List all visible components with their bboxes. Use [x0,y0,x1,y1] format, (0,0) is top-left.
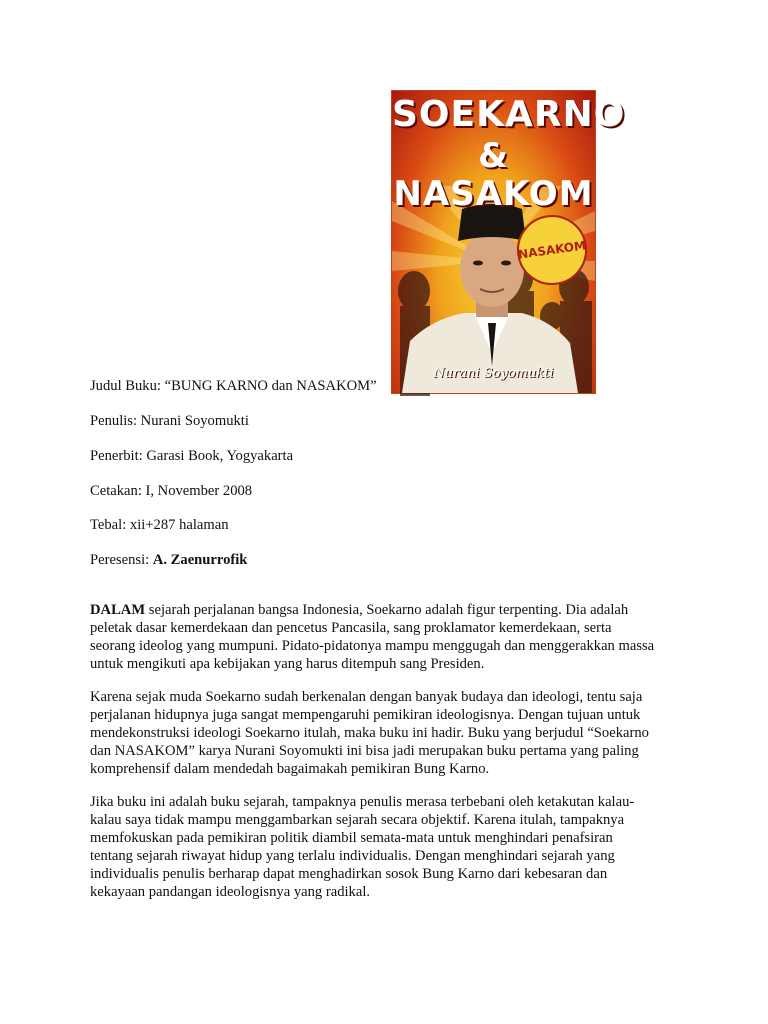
book-cover-image [391,90,626,394]
meta-peresensi [90,551,247,569]
meta-penerbit: Penerbit: Garasi Book, Yogyakarta [90,448,294,464]
paragraph-2 [90,688,680,778]
meta-penulis: Penulis: Nurani Soyomukti [90,413,249,429]
portrait-face [460,231,524,307]
paragraph-1 [90,601,680,673]
paragraph-line: memfokuskan pada pemikiran politik diambil semata-mata untuk menghindari penafsiran [90,830,613,846]
meta-judul: Judul Buku: “BUNG KARNO dan NASAKOM” [90,378,377,394]
cover-title-line1: SOEKARNO [392,94,626,135]
paragraph-line: tentang sejarah riwayat hidup yang terlalu individualis. Dengan menghindari sejarah yang [90,848,615,864]
paragraph-line: individualis penulis berharap dapat menghadirkan sosok Bung Karno dari kebesaran dan [90,866,608,882]
paragraph-lead-word: DALAM [90,602,146,618]
paragraph-line: kalau saya tidak mampu menggambarkan sejarah secara objektif. Karena itulah, tampaknya [90,812,625,828]
paragraph-line: seorang ideolog yang mumpuni. Pidato-pidatonya mampu menggugah dan menggerakkan massa [90,638,655,654]
paragraph-line: perjalanan hidupnya juga sangat mempengaruhi pemikiran ideologisnya. Dengan tujuan untuk [90,707,641,723]
paragraph-line: dan NASAKOM” karya Nurani Soyomukti ini bisa jadi merupakan buku pertama yang paling [90,743,639,759]
meta-cetakan: Cetakan: I, November 2008 [90,483,253,499]
paragraph-line: untuk mengikuti apa kebijakan yang harus ditempuh sang Presiden. [90,656,485,672]
cover-author: Nurani Soyomukti [433,366,554,381]
paragraph-line: kekayaan pandangan ideologisnya yang radikal. [90,884,371,900]
cover-badge-label: NASAKOM [517,238,587,262]
meta-tebal: Tebal: xii+287 halaman [90,517,229,533]
paragraph-line: komprehensif dalam mendedah bagaimakah pemikiran Bung Karno. [90,761,490,777]
paragraph-line: peletak dasar kemerdekaan dan pencetus Pancasila, sang proklamator kemerdekaan, serta [90,620,612,636]
paragraph-3 [90,793,680,901]
paragraph-line: Karena sejak muda Soekarno sudah berkenalan dengan banyak budaya dan ideologi, tentu saja [90,689,643,705]
peresensi-label: Peresensi: [90,552,153,568]
peresensi-name: A. Zaenurrofik [152,552,248,568]
paragraph-line: Jika buku ini adalah buku sejarah, tampaknya penulis merasa terbebani oleh ketakutan kalau- [90,794,635,810]
cover-title-line2: & NASAKOM [393,136,594,214]
paragraph-line: DALAM sejarah perjalanan bangsa Indonesia, Soekarno adalah figur terpenting. Dia adalah [90,602,629,618]
paragraph-line: mendekonstruksi ideologi Soekarno itulah, maka buku ini hadir. Buku yang berjudul “Soekarno [90,725,649,741]
